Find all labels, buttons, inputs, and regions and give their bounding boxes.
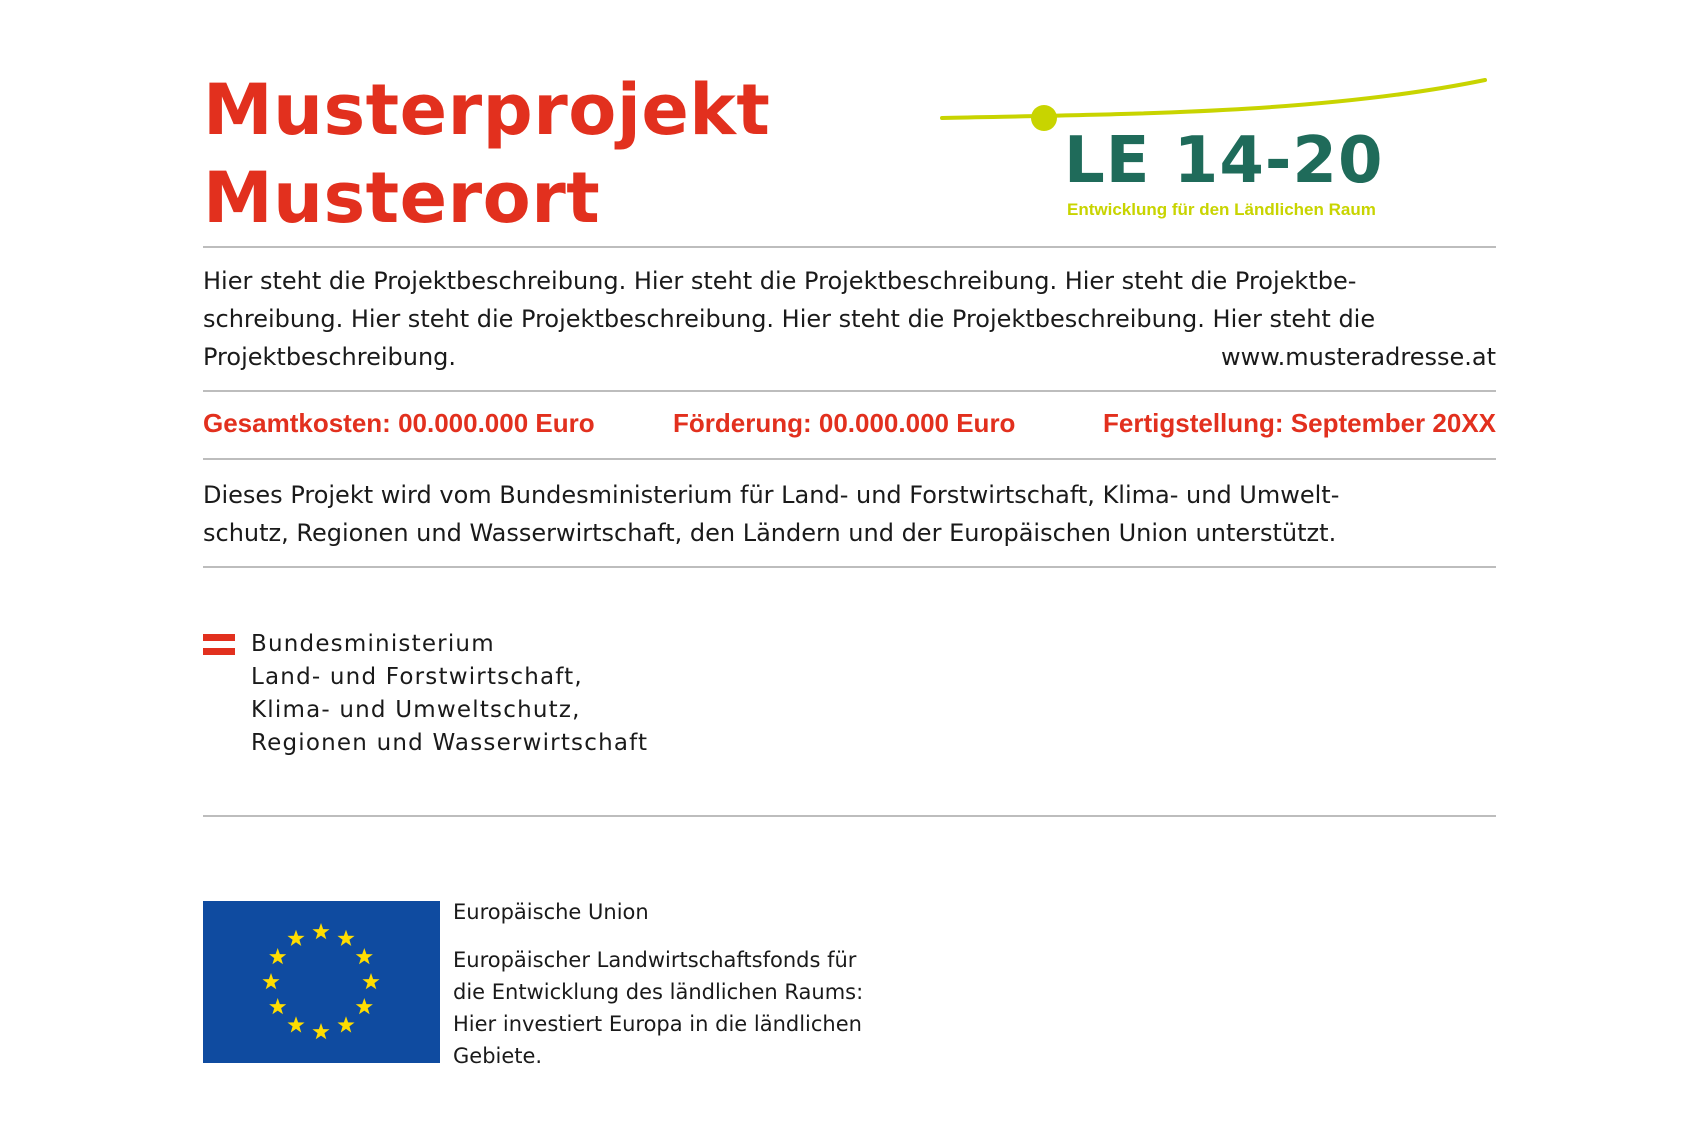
- eu-flag-icon: [203, 901, 440, 1063]
- eu-star-icon: [356, 948, 373, 964]
- divider: [203, 566, 1496, 568]
- eu-star-icon: [269, 948, 286, 964]
- eu-star-icon: [356, 998, 373, 1014]
- eu-star-icon: [269, 998, 286, 1014]
- eu-star-icon: [262, 973, 279, 989]
- completion-date: Fertigstellung: September 20XX: [1103, 408, 1496, 438]
- austria-flag-icon: [203, 634, 235, 656]
- project-url: www.musteradresse.at: [1220, 343, 1496, 371]
- eu-text-line: Europäischer Landwirtschaftsfonds für: [453, 948, 857, 972]
- ministry-logo-text: [251, 628, 648, 760]
- divider: [203, 246, 1496, 248]
- support-line: Dieses Projekt wird vom Bundesministerium für Land- und Forstwirtschaft, Klima- und Umwelt-: [203, 481, 1340, 509]
- eu-star-icon: [337, 1016, 354, 1032]
- project-facts: [203, 408, 1496, 444]
- logo-subtitle: Entwicklung für den Ländlichen Raum: [1067, 200, 1376, 219]
- eu-title: Europäische Union: [453, 900, 649, 924]
- support-line: schutz, Regionen und Wasserwirtschaft, den Ländern und der Europäischen Union unterstützt.: [203, 519, 1337, 547]
- eu-text-line: Gebiete.: [453, 1044, 543, 1068]
- description-line: Hier steht die Projektbeschreibung. Hier steht die Projektbeschreibung. Hier steht die Projektbe-: [203, 267, 1357, 295]
- divider: [203, 458, 1496, 460]
- ministry-line: Klima- und Umweltschutz,: [251, 697, 581, 723]
- ministry-line: Bundesministerium: [251, 631, 495, 657]
- eu-text-line: die Entwicklung des ländlichen Raums:: [453, 980, 864, 1004]
- ministry-line: Regionen und Wasserwirtschaft: [251, 730, 649, 756]
- eu-fund-text: [453, 944, 863, 1072]
- eu-text-line: Hier investiert Europa in die ländlichen: [453, 1012, 862, 1036]
- project-title-line-1: Musterprojekt: [203, 69, 771, 151]
- divider: [203, 815, 1496, 817]
- eu-star-icon: [287, 1016, 304, 1032]
- eu-star-icon: [337, 930, 354, 946]
- ministry-line: Land- und Forstwirtschaft,: [251, 664, 583, 690]
- project-title-line-2: Musterort: [203, 157, 601, 239]
- eu-star-icon: [287, 930, 304, 946]
- eu-star-icon: [312, 923, 329, 939]
- le-14-20-logo: [940, 70, 1500, 230]
- divider: [203, 390, 1496, 392]
- total-cost: Gesamtkosten: 00.000.000 Euro: [203, 408, 595, 438]
- eu-star-icon: [362, 973, 379, 989]
- funding-amount: Förderung: 00.000.000 Euro: [673, 408, 1016, 438]
- project-title: [203, 66, 770, 242]
- logo-main-text: LE 14-20: [1064, 124, 1384, 198]
- project-description: [203, 262, 1496, 376]
- eu-star-icon: [312, 1023, 329, 1039]
- support-statement: [203, 476, 1496, 552]
- description-line: Projektbeschreibung.: [203, 343, 457, 371]
- description-line: schreibung. Hier steht die Projektbeschreibung. Hier steht die Projektbeschreibung. Hier steht die: [203, 305, 1376, 333]
- eu-stars-icon: [203, 901, 440, 1063]
